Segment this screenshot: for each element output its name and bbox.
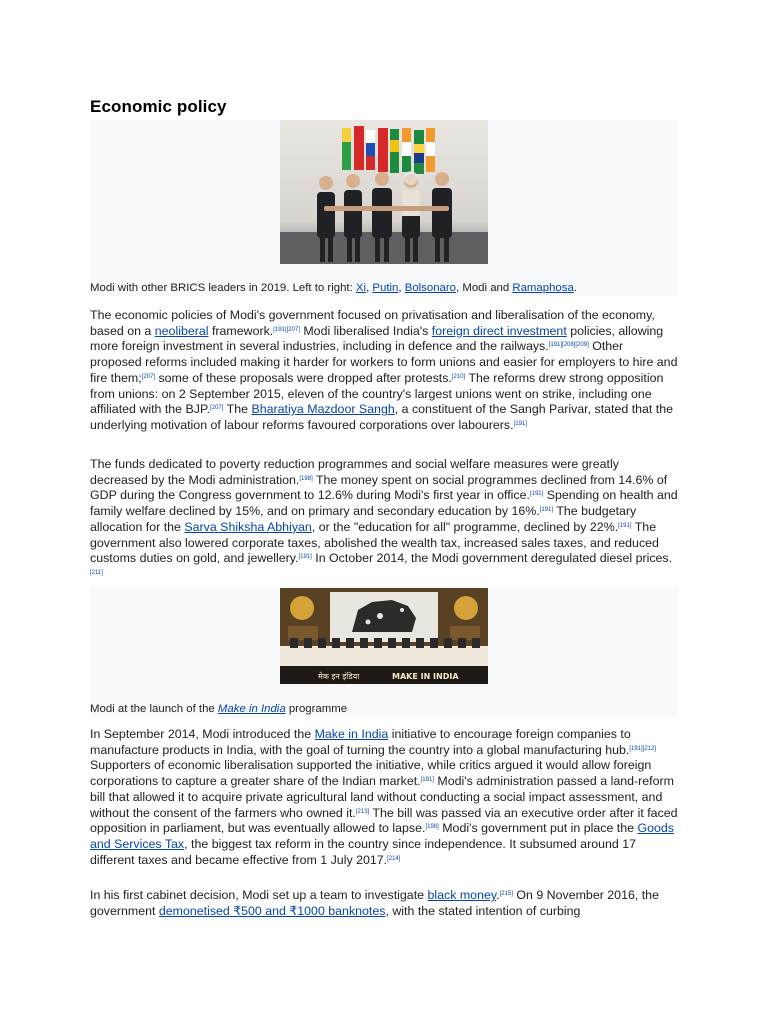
citation[interactable]: [191][208][209] — [548, 342, 589, 349]
link-sarva-shiksha-abhiyan[interactable]: Sarva Shiksha Abhiyan — [184, 519, 312, 534]
text: The money spent on social programmes declined from 14.6% of GDP during the Congress government to 12.6% during Modi's first year in office. — [90, 472, 668, 503]
link-demonetisation[interactable]: demonetised ₹500 and ₹1000 banknotes — [158, 903, 386, 918]
text: The government also lowered corporate taxes, abolished the wealth tax, increased sales taxes, and reduced customs duties on gold, and jewellery. — [90, 519, 659, 566]
text: , or the "education for all" programme, declined by 22%. — [311, 519, 619, 534]
link-bolsonaro[interactable]: Bolsonaro — [404, 282, 457, 294]
citation[interactable]: [191] — [529, 491, 544, 498]
link-xi[interactable]: Xi — [355, 282, 367, 294]
citation[interactable]: [198] — [425, 824, 439, 831]
caption-text: , — [366, 282, 373, 294]
text: The budgetary allocation for the — [90, 504, 637, 534]
citation[interactable]: [191] — [618, 522, 632, 529]
citation[interactable]: [211] — [90, 569, 103, 576]
citation[interactable]: [191][212] — [629, 745, 657, 752]
text: policies, allowing more foreign investment in several industries, including in defence and the railways. — [90, 323, 664, 354]
text: some of these proposals were dropped after protests. — [155, 370, 452, 385]
link-putin[interactable]: Putin — [372, 282, 399, 294]
text: Modi's administration passed a land-reform bill that allowed it to acquire private agricultural land without conducting a social impact assessment, and without the consent of the farmers who owned it. — [90, 774, 674, 820]
text: The funds dedicated to poverty reduction programmes and social welfare measures were greatly decreased by the Modi administration. — [90, 457, 619, 487]
citation[interactable]: [198] — [299, 475, 313, 482]
brics-leaders-photo[interactable] — [280, 120, 488, 264]
citation[interactable]: [191] — [513, 420, 527, 427]
link-foreign-direct-investment[interactable]: foreign direct investment — [431, 323, 567, 338]
text: The reforms drew strong opposition from unions: on 2 September 2015, eleven of the country's largest unions went on strike, including one affiliated with the BJP. — [90, 370, 664, 417]
text: , the biggest tax reform in the country since independence. It subsumed around 17 different taxes and became effective from 1 July 2017. — [90, 836, 636, 867]
text: framework. — [208, 323, 274, 338]
banner-hindi-text: मेक इन इंडिया — [318, 672, 360, 681]
paragraph-black-money — [90, 888, 678, 919]
link-bharatiya-mazdoor-sangh[interactable]: Bharatiya Mazdoor Sangh — [251, 402, 395, 417]
text: Other proposed reforms included making it harder for workers to form unions and easier for employers to hire and fire them; — [90, 339, 678, 385]
banner-text: MAKE IN INDIA — [392, 672, 459, 681]
link-black-money[interactable]: black money — [427, 888, 497, 902]
paragraph-privatisation — [90, 308, 678, 434]
text: initiative to encourage foreign companies to manufacture products in India, with the goal of turning the country into a global manufacturing hub. — [90, 727, 631, 757]
make-in-india-photo[interactable] — [280, 588, 488, 684]
citation[interactable]: [191][207] — [273, 326, 300, 333]
link-make-in-india-caption[interactable]: Make in India — [217, 703, 286, 715]
paragraph-make-in-india — [90, 727, 678, 868]
text: In his first cabinet decision, Modi set up a team to investigate — [90, 888, 428, 902]
text: Modi's government put in place the — [438, 821, 638, 836]
text: , with the stated intention of curbing — [385, 903, 581, 918]
text: The — [223, 402, 252, 417]
text: In October 2014, the Modi government deregulated diesel prices. — [311, 551, 673, 566]
caption-text: programme — [285, 703, 348, 715]
citation[interactable]: [207] — [210, 405, 224, 412]
caption-text: . — [573, 282, 577, 294]
caption-text: , Modi and — [456, 282, 513, 294]
text: In September 2014, Modi introduced the — [90, 727, 315, 741]
brics-photo-graphic — [280, 120, 488, 264]
citation[interactable]: [207] — [141, 373, 156, 380]
link-goods-and-services-tax[interactable]: Goods and Services Tax — [90, 821, 674, 851]
text: On 9 November 2016, the government — [90, 888, 659, 918]
make-in-india-graphic — [280, 588, 488, 684]
citation[interactable]: [191] — [298, 554, 312, 561]
caption-text: , — [398, 282, 405, 294]
figure-make-in-india — [90, 587, 678, 718]
text: , a constituent of the Sangh Parivar, stated that the underlying motivation of labour reforms favoured corporations over labourers. — [90, 402, 674, 432]
text: The bill was passed via an executive order after it faced opposition in parliament, but was eventually allowed to lapse. — [90, 805, 678, 836]
text: . — [496, 888, 500, 902]
figure-caption-brics — [90, 282, 577, 294]
figure-brics — [90, 120, 678, 296]
link-make-in-india[interactable]: Make in India — [314, 727, 389, 741]
link-ramaphosa[interactable]: Ramaphosa — [512, 282, 574, 294]
text: Modi liberalised India's — [299, 323, 432, 338]
citation[interactable]: [213] — [355, 808, 370, 815]
link-neoliberal[interactable]: neoliberal — [154, 323, 209, 338]
text: Supporters of economic liberalisation supported the initiative, while critics argued it would allow foreign corporations to capture a greater share of the Indian market. — [90, 758, 652, 789]
citation[interactable]: [191] — [539, 507, 554, 514]
citation[interactable]: [210] — [451, 373, 466, 380]
citation[interactable]: [214] — [387, 855, 401, 862]
caption-text: Modi at the launch of the — [90, 703, 218, 715]
caption-text: Modi with other BRICS leaders in 2019. Left to right: — [90, 282, 356, 294]
citation[interactable]: [215] — [499, 891, 513, 897]
text: The economic policies of Modi's government focused on privatisation and liberalisation of the economy, based on a — [90, 308, 655, 338]
paragraph-welfare — [90, 457, 678, 583]
text: Spending on health and family welfare declined by 15%, and on primary and secondary education by 16%. — [90, 488, 678, 519]
citation[interactable]: [191] — [420, 777, 434, 784]
figure-caption-make-in-india — [90, 703, 347, 715]
section-heading: Economic policy — [90, 97, 227, 116]
